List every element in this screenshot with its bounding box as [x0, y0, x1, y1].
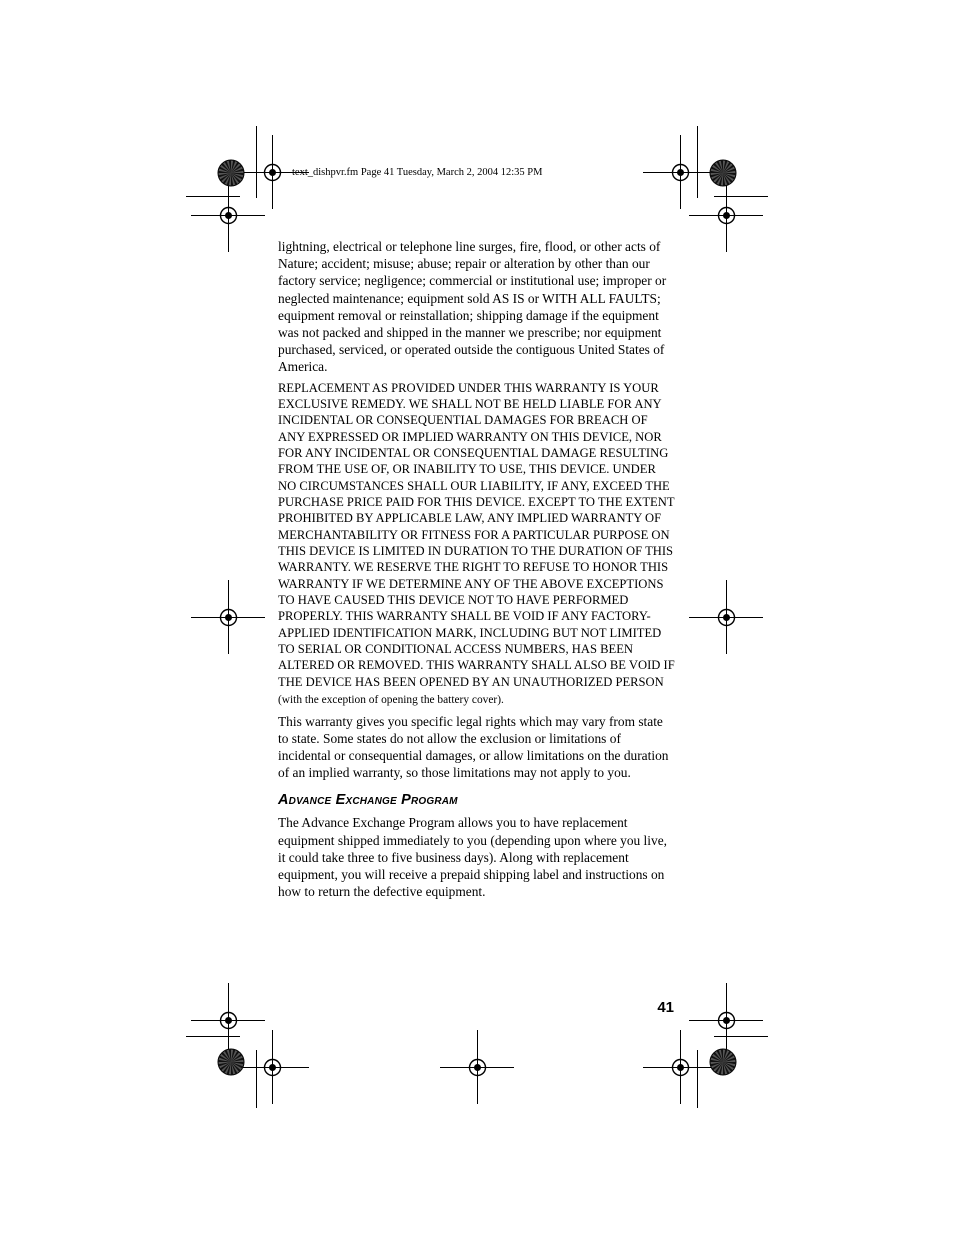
registration-mark [689, 983, 763, 1057]
paragraph-legal-rights: This warranty gives you specific legal rights which may vary from state to state. Some states do not allow the exclusion or limitations of incidental or consequential damages, or allow limitations on the duration of an implied warranty, so those limitations may not apply to you. [278, 713, 669, 781]
registration-mark [235, 1030, 309, 1104]
registration-mark [689, 178, 763, 252]
limitation-text-tail: (with the exception of opening the battery cover). [278, 694, 504, 707]
page-content [278, 238, 676, 900]
registration-mark [191, 983, 265, 1057]
registration-mark [643, 135, 717, 209]
registration-mark [689, 580, 763, 654]
section-heading-advance-exchange: Advance Exchange Program [278, 792, 458, 809]
starburst-target [218, 1049, 244, 1075]
starburst-target [710, 1049, 736, 1075]
limitation-text: REPLACEMENT AS PROVIDED UNDER THIS WARRANTY IS YOUR EXCLUSIVE REMEDY. WE SHALL NOT BE HELD LIABLE FOR ANY INCIDENTAL OR CONSEQUENTIAL DAMAGES FOR BREACH OF ANY EXPRESSED OR IMPLIED WARRANTY ON THIS DEVICE, NOR FOR ANY INCIDENTAL OR CONSEQUENTIAL DAMAGE RESULTING FROM THE USE OF, OR INABILITY TO USE, THIS DEVICE. UNDER NO CIRCUMSTANCES SHALL OUR LIABILITY, IF ANY, EXCEED THE PURCHASE PRICE PAID FOR THIS DEVICE. EXCEPT TO THE EXTENT PROHIBITED BY APPLICABLE LAW, ANY IMPLIED WARRANTY OF MERCHANTABILITY OR FITNESS FOR A PARTICULAR PURPOSE ON THIS DEVICE IS LIMITED IN DURATION TO THE DURATION OF THIS WARRANTY. WE RESERVE THE RIGHT TO REFUSE TO HONOR THIS WARRANTY IF WE DETERMINE ANY OF THE ABOVE EXCEPTIONS TO HAVE CAUSED THIS DEVICE NOT TO HAVE PERFORMED PROPERLY. THIS WARRANTY SHALL BE VOID IF ANY FACTORY-APPLIED IDENTIFICATION MARK, INCLUDING BUT NOT LIMITED TO SERIAL OR CONDITIONAL ACCESS NUMBERS, HAS BEEN ALTERED OR REMOVED. THIS WARRANTY SHALL ALSO BE VOID IF THE DEVICE HAS BEEN OPENED BY AN UNAUTHORIZED PERSON [278, 380, 675, 689]
page-number: 41 [657, 999, 674, 1016]
file-header-slug: text_dishpvr.fm Page 41 Tuesday, March 2, 2004 12:35 PM [292, 167, 543, 178]
registration-mark [191, 580, 265, 654]
paragraph-advance-exchange: The Advance Exchange Program allows you to have replacement equipment shipped immediately to you (depending upon where you live, it could take three to five business days). Along with replacement equipment, you will receive a prepaid shipping label and instructions on how to return the defective equipment. [278, 815, 667, 900]
registration-mark [191, 178, 265, 252]
registration-mark [643, 1030, 717, 1104]
paragraph-limitation-of-liability [278, 380, 676, 709]
paragraph-warranty-exclusions: lightning, electrical or telephone line surges, fire, flood, or other acts of Nature; accident; misuse; abuse; repair or alteration by other than our factory service; negligence; commercial or institutional use; improper or neglected maintenance; equipment sold AS IS or WITH ALL FAULTS; equipment removal or reinstallation; shipping damage if the equipment was not packed and shipped in the manner we prescribe; nor equipment purchased, serviced, or operated outside the contiguous United States of America. [278, 239, 667, 375]
registration-mark [440, 1030, 514, 1104]
starburst-target [710, 160, 736, 186]
starburst-target [218, 160, 244, 186]
